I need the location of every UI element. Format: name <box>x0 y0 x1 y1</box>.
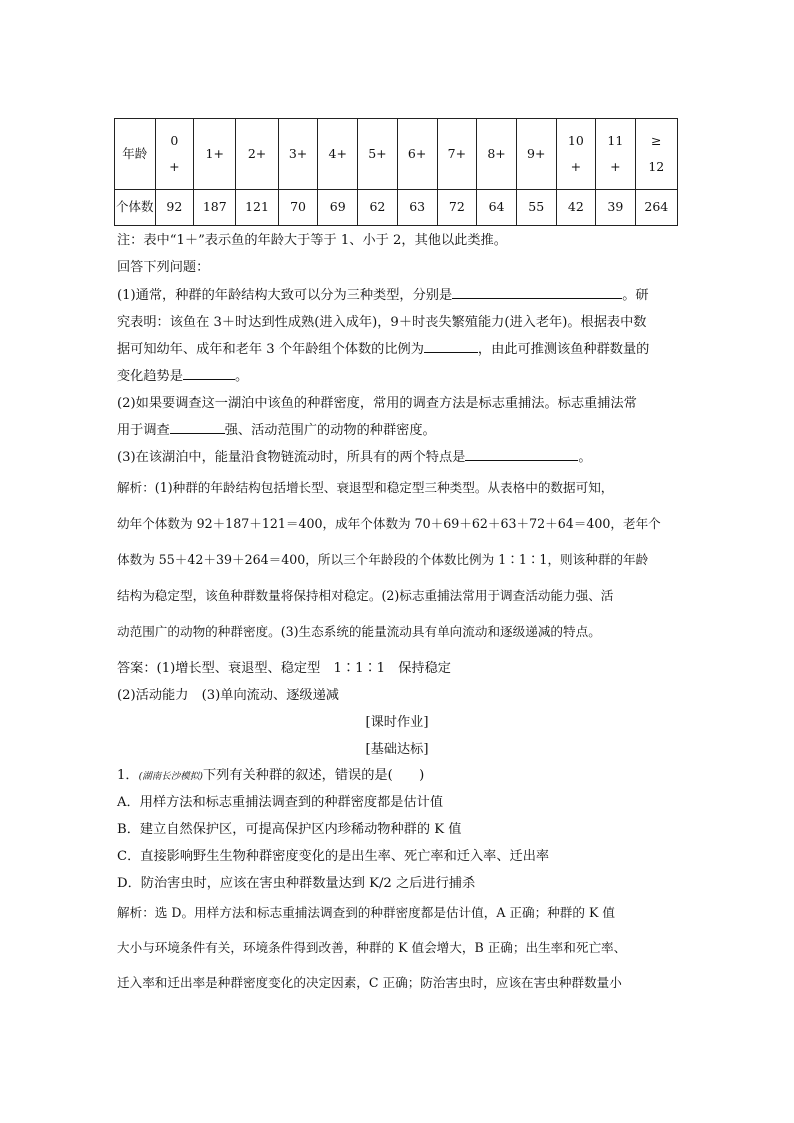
count-cell: 264 <box>635 189 677 225</box>
count-cell: 121 <box>236 189 278 225</box>
q1-line-4: 变化趋势是 。 <box>117 369 249 384</box>
analysis-line-2: 幼年个体数为 92＋187＋121＝400，成年个体数为 70＋69＋62＋63＋72＋64＝400，老年个 <box>117 516 661 531</box>
analysis-line-3: 体数为 55＋42＋39＋264＝400，所以三个年龄段的个体数比例为 1∶1∶1，则该种群的年龄 <box>117 552 649 567</box>
option-c: C．直接影响野生生物种群密度变化的是出生率、死亡率和迁入率、迁出率 <box>117 849 550 864</box>
analysis-line-1: 解析：(1)种群的年龄结构包括增长型、衰退型和稳定型三种类型。从表格中的数据可知， <box>117 480 614 495</box>
count-cell: 70 <box>278 189 318 225</box>
count-header-cell: 个体数 <box>115 189 156 225</box>
analysis-line-4: 结构为稳定型，该鱼种群数量将保持相对稳定。(2)标志重捕法常用于调查活动能力强、活 <box>117 588 614 603</box>
age-table <box>114 118 678 226</box>
count-cell: 64 <box>477 189 517 225</box>
age-cell: 9+ <box>516 119 556 190</box>
age-header-cell: 年龄 <box>115 119 156 190</box>
answer-blank <box>170 421 225 434</box>
count-cell: 62 <box>358 189 398 225</box>
option-d: D．防治害虫时，应该在害虫种群数量达到 K/2 之后进行捕杀 <box>117 876 476 891</box>
answer-blank <box>452 286 622 299</box>
option-a: A．用样方法和标志重捕法调查到的种群密度都是估计值 <box>117 795 444 810</box>
question-prompt: 回答下列问题： <box>117 260 210 275</box>
count-cell: 63 <box>397 189 437 225</box>
q1-line-1: (1)通常，种群的年龄结构大致可以分为三种类型，分别是 。研 <box>117 288 649 303</box>
count-cell: 69 <box>318 189 358 225</box>
age-row <box>115 119 678 190</box>
analysis2-line-1: 解析：选 D。用样方法和标志重捕法调查到的种群密度都是估计值，A 正确；种群的 K 值 <box>117 905 615 920</box>
q2-line-2: 用于调查 强、活动范围广的动物的种群密度。 <box>117 423 436 438</box>
q3-line: (3)在该湖泊中，能量沿食物链流动时，所具有的两个特点是 。 <box>117 450 592 465</box>
question-source: (湖南长沙模拟) <box>138 771 203 782</box>
count-cell: 55 <box>516 189 556 225</box>
table-note: 注：表中“1＋”表示鱼的年龄大于等于 1、小于 2，其他以此类推。 <box>117 233 507 248</box>
question-1-stem: 1．(湖南长沙模拟)下列有关种群的叙述，错误的是( ) <box>117 768 425 783</box>
analysis-line-5: 动范围广的动物的种群密度。(3)生态系统的能量流动具有单向流动和逐级递减的特点。 <box>117 624 601 639</box>
count-cell: 72 <box>437 189 477 225</box>
count-cell: 42 <box>556 189 596 225</box>
count-cell: 39 <box>596 189 636 225</box>
option-b: B．建立自然保护区，可提高保护区内珍稀动物种群的 K 值 <box>117 822 462 837</box>
age-cell: 7+ <box>437 119 477 190</box>
age-cell: 10+ <box>556 119 596 190</box>
subsection-title: [基础达标] <box>365 742 429 757</box>
answer-line-1: 答案：(1)增长型、衰退型、稳定型 1∶1∶1 保持稳定 <box>117 661 451 676</box>
count-cell: 187 <box>194 189 236 225</box>
age-cell: 11+ <box>596 119 636 190</box>
section-title: [课时作业] <box>365 715 429 730</box>
q1-line-2: 究表明：该鱼在 3＋时达到性成熟(进入成年)，9＋时丧失繁殖能力(进入老年)。根据表中数 <box>117 315 647 330</box>
answer-blank <box>465 448 578 461</box>
analysis2-line-3: 迁入率和迁出率是种群密度变化的决定因素，C 正确；防治害虫时，应该在害虫种群数量小 <box>117 975 622 990</box>
age-cell: 4+ <box>318 119 358 190</box>
answer-blank <box>183 367 235 380</box>
age-cell: ≥12 <box>635 119 677 190</box>
q2-line-1: (2)如果要调查这一湖泊中该鱼的种群密度，常用的调查方法是标志重捕法。标志重捕法常 <box>117 396 637 411</box>
age-cell: 1+ <box>194 119 236 190</box>
answer-line-2: (2)活动能力 (3)单向流动、逐级递减 <box>117 688 339 703</box>
age-cell: 6+ <box>397 119 437 190</box>
age-cell: 5+ <box>358 119 398 190</box>
age-cell: 8+ <box>477 119 517 190</box>
count-cell: 92 <box>155 189 194 225</box>
q1-line-3: 据可知幼年、成年和老年 3 个年龄组个体数的比例为 ，由此可推测该鱼种群数量的 <box>117 342 650 357</box>
answer-blank <box>424 340 478 353</box>
age-cell: 0+ <box>155 119 194 190</box>
age-cell: 2+ <box>236 119 278 190</box>
age-cell: 3+ <box>278 119 318 190</box>
analysis2-line-2: 大小与环境条件有关，环境条件得到改善，种群的 K 值会增大，B 正确；出生率和死亡率、 <box>117 940 627 955</box>
count-row <box>115 189 678 225</box>
